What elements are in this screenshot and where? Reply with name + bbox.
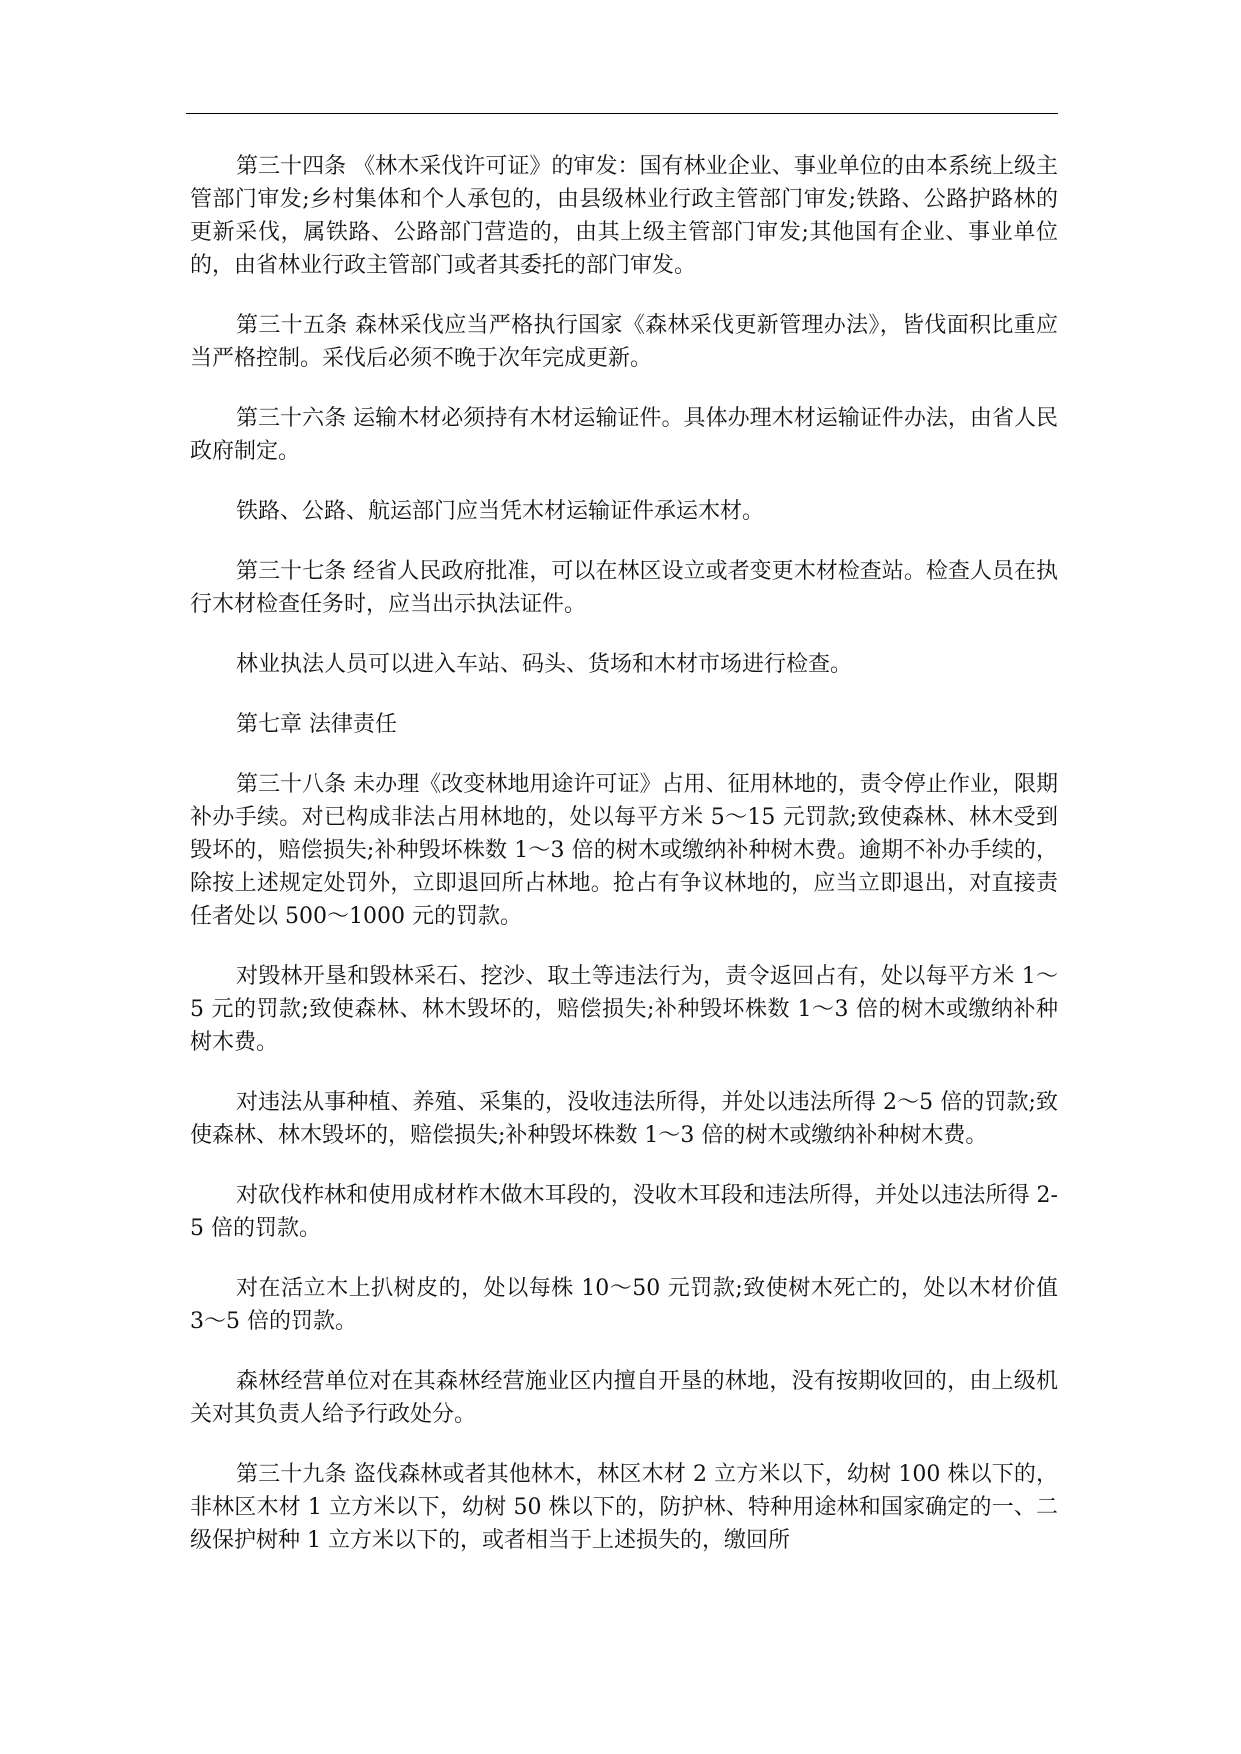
chapter-heading: 第七章 法律责任 [236, 712, 397, 737]
paragraph-oak-cutting: 对砍伐柞林和使用成材柞木做木耳段的，没收木耳段和违法所得，并处以违法所得 2-5 倍的罚款。 [190, 1183, 1058, 1241]
paragraph-article-38: 第三十八条 未办理《改变林地用途许可证》占用、征用林地的，责令停止作业，限期补办手续。对已构成非法占用林地的，处以每平方米 5～15 元罚款;致使森林、林木受到毁坏的，赔偿损失;补种毁坏株数 1～3 倍的树木或缴纳补种树木费。逾期不补办手续的，除按上述规定处罚外，立即退回所占林地。抢占有争议林地的，应当立即退出，对直接责任者处以 500～1000 元的罚款。 [190, 772, 1058, 929]
paragraph-article-34: 第三十四条 《林木采伐许可证》的审发：国有林业企业、事业单位的由本系统上级主管部门审发;乡村集体和个人承包的，由县级林业行政主管部门审发;铁路、公路护路林的更新采伐，属铁路、公路部门营造的，由其上级主管部门审发;其他国有企业、事业单位的，由省林业行政主管部门或者其委托的部门审发。 [190, 154, 1058, 278]
paragraph-law-enforcement: 林业执法人员可以进入车站、码头、货场和木材市场进行检查。 [236, 652, 853, 677]
paragraph-land-clearing: 对毁林开垦和毁林采石、挖沙、取土等违法行为，责令返回占有，处以每平方米 1～5 元的罚款;致使森林、林木毁坏的，赔偿损失;补种毁坏株数 1～3 倍的树木或缴纳补种树木费。 [190, 964, 1058, 1055]
header-rule [186, 113, 1058, 114]
paragraph-forest-units: 森林经营单位对在其森林经营施业区内擅自开垦的林地，没有按期收回的，由上级机关对其负责人给予行政处分。 [190, 1369, 1058, 1427]
paragraph-article-36: 第三十六条 运输木材必须持有木材运输证件。具体办理木材运输证件办法，由省人民政府制定。 [190, 406, 1058, 464]
paragraph-bark-stripping: 对在活立木上扒树皮的，处以每株 10～50 元罚款;致使树木死亡的，处以木材价值 3～5 倍的罚款。 [190, 1276, 1058, 1334]
paragraph-article-39: 第三十九条 盗伐森林或者其他林木，林区木材 2 立方米以下，幼树 100 株以下的，非林区木材 1 立方米以下，幼树 50 株以下的，防护林、特种用途林和国家确定的一、二级保护树种 1 立方米以下的，或者相当于上述损失的，缴回所 [190, 1462, 1058, 1553]
paragraph-transport-carriers: 铁路、公路、航运部门应当凭木材运输证件承运木材。 [236, 499, 765, 524]
document-body [190, 150, 1058, 1557]
paragraph-illegal-planting: 对违法从事种植、养殖、采集的，没收违法所得，并处以违法所得 2～5 倍的罚款;致使森林、林木毁坏的，赔偿损失;补种毁坏株数 1～3 倍的树木或缴纳补种树木费。 [190, 1090, 1058, 1148]
paragraph-article-35: 第三十五条 森林采伐应当严格执行国家《森林采伐更新管理办法》，皆伐面积比重应当严格控制。采伐后必须不晚于次年完成更新。 [190, 313, 1058, 371]
paragraph-article-37: 第三十七条 经省人民政府批准，可以在林区设立或者变更木材检查站。检查人员在执行木材检查任务时，应当出示执法证件。 [190, 559, 1058, 617]
